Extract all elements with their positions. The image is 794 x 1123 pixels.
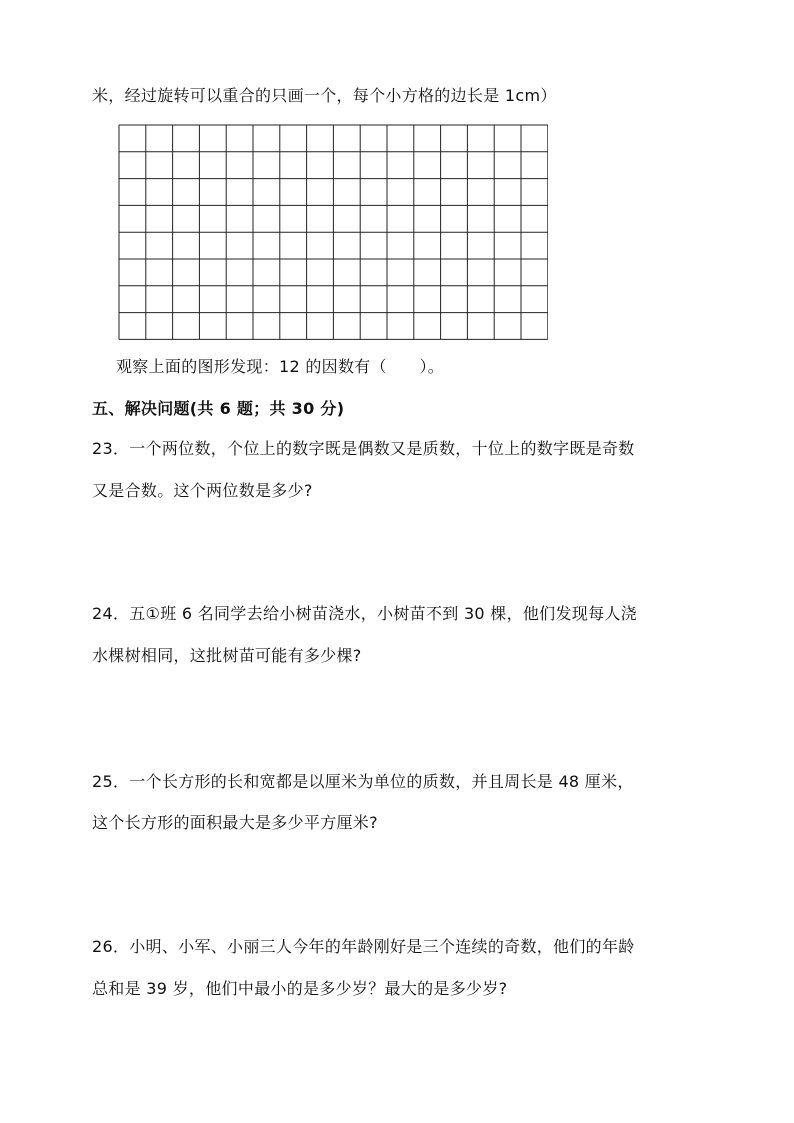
question-23-line1: 23．一个两位数，个位上的数字既是偶数又是质数，十位上的数字既是奇数 [92, 439, 635, 458]
section-heading: 五、解决问题(共 6 题；共 30 分) [92, 399, 345, 418]
square-grid [118, 124, 548, 342]
question-26-line2: 总和是 39 岁，他们中最小的是多少岁？最大的是多少岁? [92, 979, 508, 998]
question-23-line2: 又是合数。这个两位数是多少? [92, 481, 313, 500]
intro-text: 米，经过旋转可以重合的只画一个，每个小方格的边长是 1cm） [92, 86, 557, 105]
question-24-line2: 水棵树相同，这批树苗可能有多少棵? [92, 646, 362, 665]
question-25-line2: 这个长方形的面积最大是多少平方厘米? [92, 813, 378, 832]
question-24-line1: 24．五①班 6 名同学去给小树苗浇水，小树苗不到 30 棵，他们发现每人浇 [92, 604, 637, 623]
observe-text: 观察上面的图形发现：12 的因数有（ ）。 [116, 357, 445, 376]
question-26-line1: 26．小明、小军、小丽三人今年的年龄刚好是三个连续的奇数，他们的年龄 [92, 937, 635, 956]
question-25-line1: 25．一个长方形的长和宽都是以厘米为单位的质数，并且周长是 48 厘米， [92, 772, 634, 791]
